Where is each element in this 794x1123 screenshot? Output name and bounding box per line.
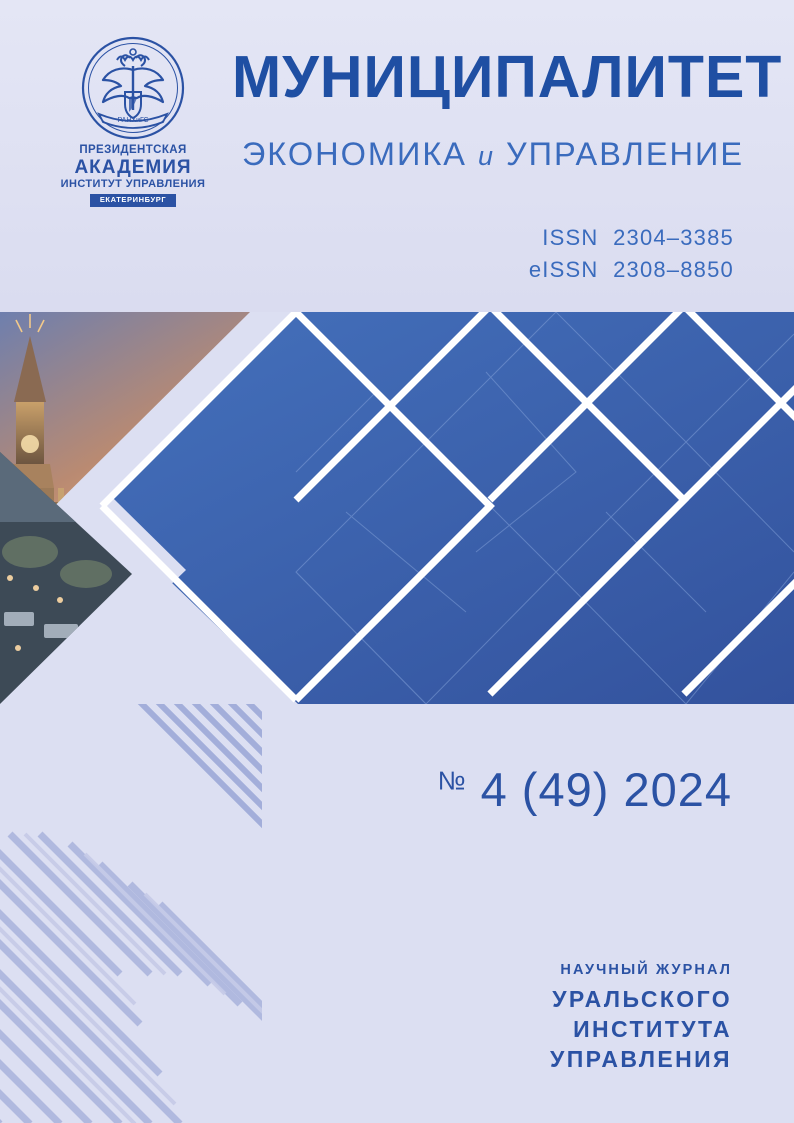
logo-city-badge: ЕКАТЕРИНБУРГ bbox=[90, 194, 176, 206]
academy-logo bbox=[58, 36, 208, 216]
issn-print: ISSN 2304–3385 bbox=[542, 225, 734, 250]
academy-logo-text bbox=[58, 144, 208, 207]
logo-line-1: ПРЕЗИДЕНТСКАЯ bbox=[79, 144, 187, 156]
subtitle-part-2: УПРАВЛЕНИЕ bbox=[506, 136, 745, 172]
logo-line-3: ИНСТИТУТ УПРАВЛЕНИЯ bbox=[60, 178, 206, 191]
diagonal-stripes-pattern bbox=[0, 704, 268, 1123]
city-photograph bbox=[0, 312, 268, 704]
subtitle-part-1: ЭКОНОМИКА bbox=[241, 136, 467, 172]
issn-block bbox=[529, 222, 734, 286]
publisher-line-4: УПРАВЛЕНИЯ bbox=[550, 1046, 732, 1073]
subtitle-conjunction: и bbox=[477, 141, 495, 171]
issue-number bbox=[438, 762, 732, 817]
publisher-block bbox=[550, 962, 732, 1075]
page-subtitle bbox=[232, 138, 754, 171]
svg-text:РАНХиГС: РАНХиГС bbox=[117, 117, 149, 124]
issue-number-text: 4 (49) 2024 bbox=[466, 763, 732, 816]
logo-line-2: АКАДЕМИЯ bbox=[74, 156, 192, 178]
publisher-line-1: НАУЧНЫЙ ЖУРНАЛ bbox=[560, 962, 732, 979]
publisher-line-3: ИНСТИТУТА bbox=[573, 1016, 732, 1043]
number-sign: № bbox=[437, 765, 467, 796]
publisher-line-2: УРАЛЬСКОГО bbox=[552, 986, 732, 1013]
issn-electronic: eISSN 2308–8850 bbox=[528, 256, 734, 282]
page-title: МУНИЦИПАЛИТЕТ bbox=[232, 44, 783, 110]
russian-double-headed-eagle-emblem bbox=[81, 36, 185, 140]
